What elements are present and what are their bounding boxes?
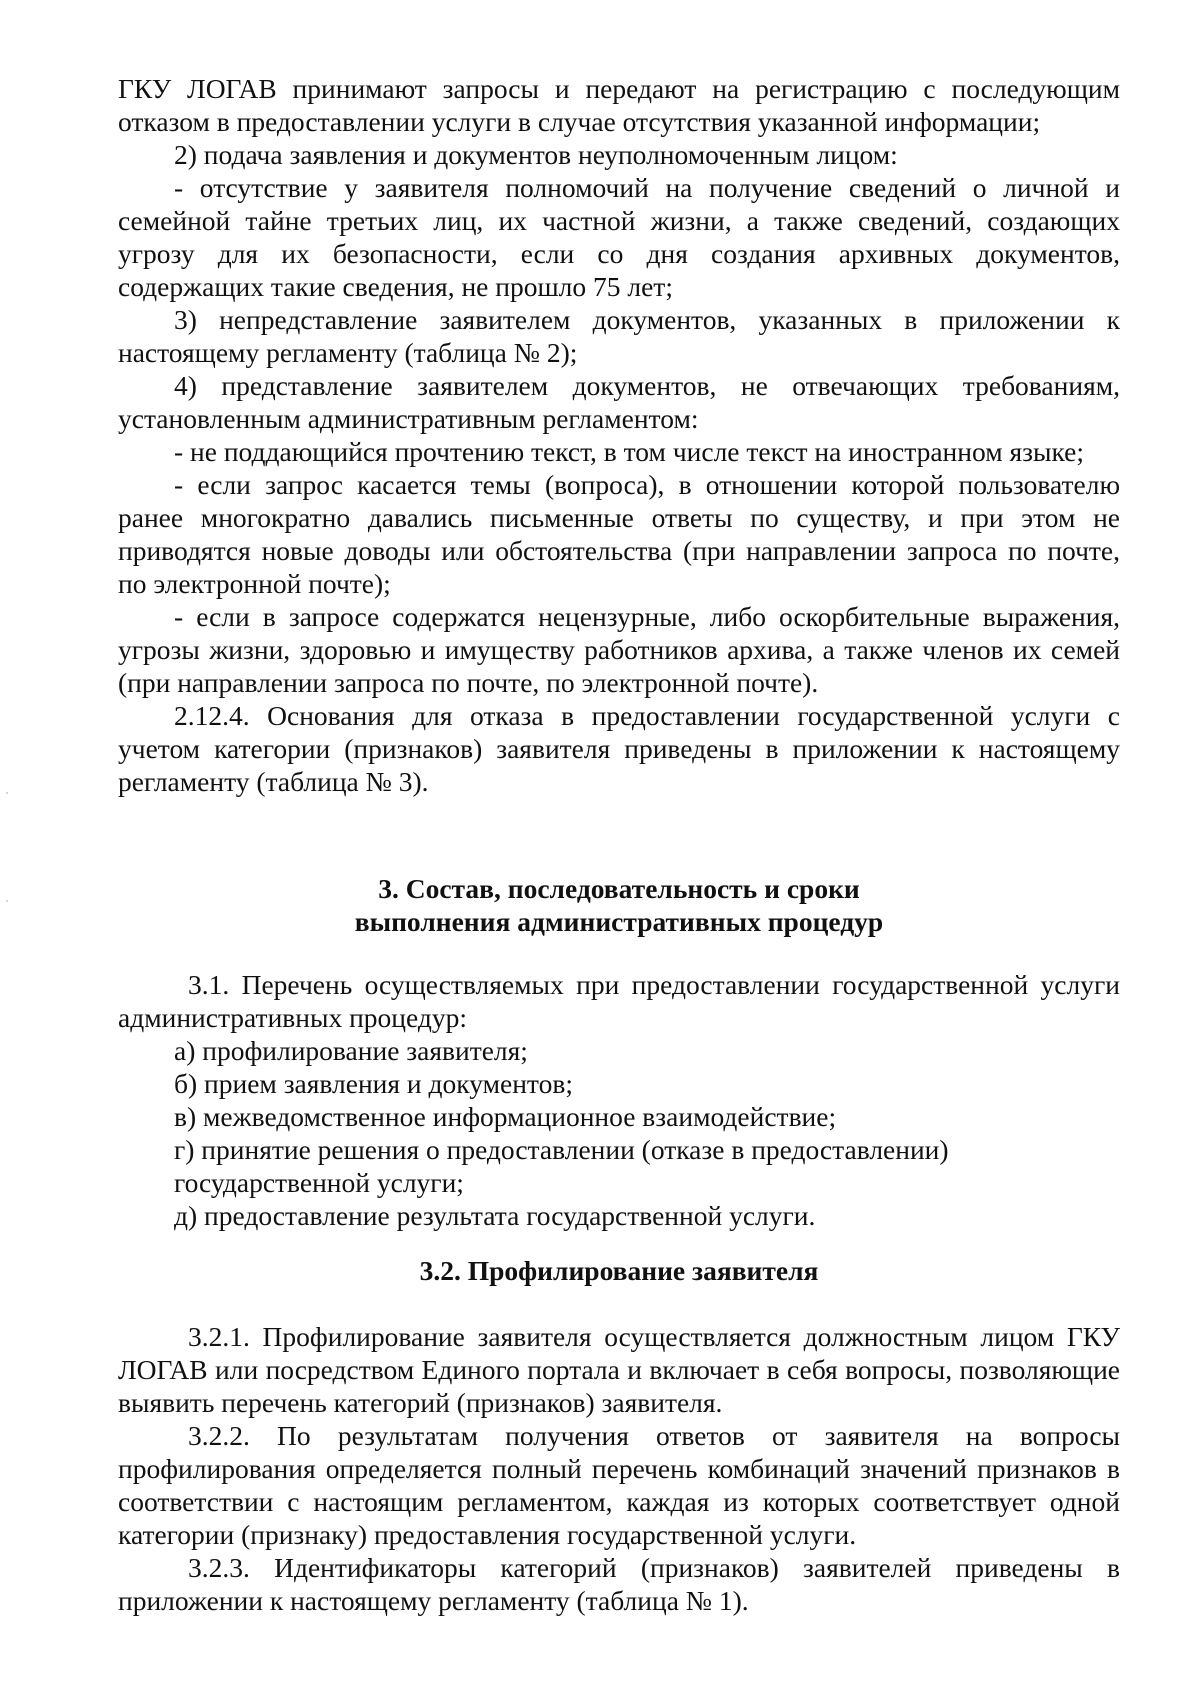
paragraph-3-2-1: 3.2.1. Профилирование заявителя осуществляется должностным лицом ГКУ ЛОГАВ или посредством Единого портала и включает в себя вопросы, позволяющие выявить перечень категорий (признаков) заявителя. (118, 1321, 1120, 1418)
paragraph-3-2-3: 3.2.3. Идентификаторы категорий (признаков) заявителей приведены в приложении к настоящему регламенту (таблица № 1). (118, 1552, 1120, 1616)
section-3-2-body (118, 1320, 1120, 1617)
paragraph-item-2: 2) подача заявления и документов неуполномоченным лицом: (174, 139, 898, 170)
paragraph-subitem-authority: - отсутствие у заявителя полномочий на получение сведений о личной и семейной тайне третьих лиц, их частной жизни, а также сведений, создающих угрозу для их безопасности, если со дня создания архивных документов, содержащих такие сведения, не прошло 75 лет; (118, 172, 1120, 302)
paragraph-3-1: 3.1. Перечень осуществляемых при предоставлении государственной услуги административных процедур: (118, 969, 1120, 1033)
paragraph-item-3: 3) непредставление заявителем документов, указанных в приложении к настоящему регламенту (таблица № 2); (118, 304, 1120, 368)
scan-mark (6, 900, 8, 902)
procedure-list-item: д) предоставление результата государственной услуги. (174, 1200, 816, 1231)
paragraph-subitem-repeated-topic: - если запрос касается темы (вопроса), в отношении которой пользователю ранее многократно давались письменные ответы по существу, и при этом не приводятся новые доводы или обстоятельства (при направлении запроса по почте, по электронной почте); (118, 469, 1120, 599)
procedure-list-item: а) профилирование заявителя; (174, 1035, 528, 1066)
section-3-title-line-2: выполнения административных процедур (354, 906, 884, 937)
paragraph-continuation: ГКУ ЛОГАВ принимают запросы и передают на регистрацию с последующим отказом в предоставлении услуги в случае отсутствия указанной информации; (118, 73, 1120, 137)
paragraph-subitem-offensive: - если в запросе содержатся нецензурные, либо оскорбительные выражения, угрозы жизни, здоровью и имуществу работников архива, а также членов их семей (при направлении запроса по почте, по электронной почте). (118, 601, 1120, 698)
top-text-block (118, 72, 1120, 798)
section-3-body (118, 968, 1120, 1232)
paragraph-3-2-2: 3.2.2. По результатам получения ответов от заявителя на вопросы профилирования определяется полный перечень комбинаций значений признаков в соответствии с настоящим регламентом, каждая из которых соответствует одной категории (признаку) предоставления государственной услуги. (118, 1420, 1120, 1550)
procedure-list-item: в) межведомственное информационное взаимодействие; (174, 1101, 837, 1132)
scan-mark (6, 792, 8, 794)
paragraph-subitem-unreadable: - не поддающийся прочтению текст, в том числе текст на иностранном языке; (174, 436, 1084, 467)
paragraph-2-12-4: 2.12.4. Основания для отказа в предоставлении государственной услуги с учетом категории (признаков) заявителя приведены в приложении к настоящему регламенту (таблица № 3). (118, 700, 1120, 797)
section-3-2-title: 3.2. Профилирование заявителя (419, 1255, 819, 1286)
procedure-list-item: г) принятие решения о предоставлении (отказе в предоставлении) (174, 1134, 949, 1165)
procedure-list-item: б) прием заявления и документов; (174, 1068, 573, 1099)
procedure-list-item-continuation: государственной услуги; (174, 1167, 464, 1198)
section-3-title (118, 872, 1120, 938)
paragraph-item-4: 4) представление заявителем документов, не отвечающих требованиям, установленным административным регламентом: (118, 370, 1120, 434)
section-3-title-line-1: 3. Состав, последовательность и сроки (378, 873, 860, 904)
